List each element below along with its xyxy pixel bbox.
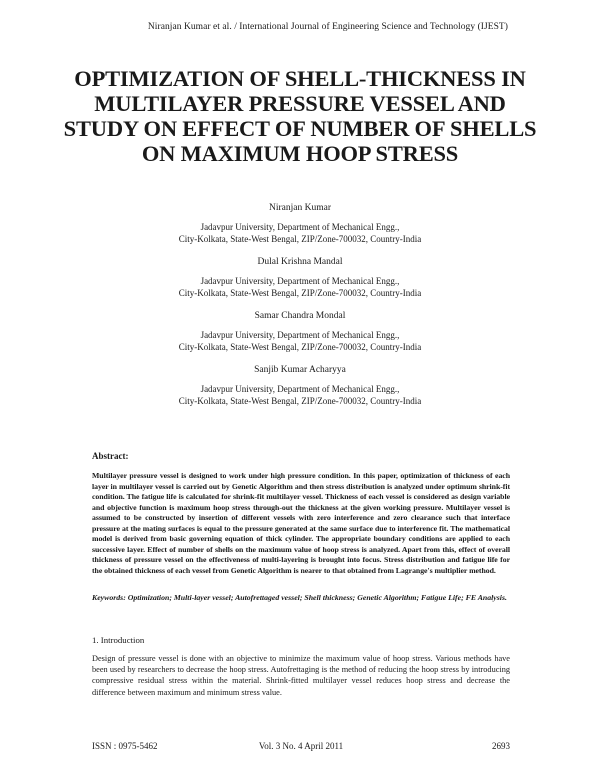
author-name: Dulal Krishna Mandal	[257, 257, 343, 267]
author-affiliation	[0, 222, 600, 245]
affiliation-line-2: City-Kolkata, State-West Bengal, ZIP/Zone-700032, Country-India	[178, 341, 422, 352]
affiliation-line-2: City-Kolkata, State-West Bengal, ZIP/Zone-700032, Country-India	[178, 395, 422, 406]
abstract-heading: Abstract:	[92, 451, 129, 461]
author-block	[0, 310, 600, 364]
author-affiliation	[0, 384, 600, 407]
author-list	[0, 202, 600, 418]
abstract-body: Multilayer pressure vessel is designed to work under high pressure condition. In this paper, optimization of thickness of each layer in multilayer vessel is carried out by Genetic Algorithm and then stress distribution is analyzed under optimum shrink-fit condition. The fatigue life is calculated for shrink-fit multilayer vessel. Thickness of each vessel is considered as design variable and objective function is maximum hoop stress through-out the thickness at the given working pressure. Multilayer vessel is assumed to be constructed by insertion of different vessels with zero interference and zero clearance such that interface pressure at the mating surfaces is equal to the pressure generated at the same surface due to interference fit. The mathematical model is derived from basic governing equation of thick cylinder. The appropriate boundary conditions are applied to each successive layer. Effect of number of shells on the maximum value of hoop stress is analyzed. Apart from this, effect of overall thickness of pressure vessel on the effectiveness of multi-layering is brought into focus. Stress distribution and fatigue life for the obtained thickness of each vessel from Genetic Algorithm is nearer to that obtained from Lagrange's multiplier method.	[92, 471, 510, 575]
footer-issn: ISSN : 0975-5462	[92, 741, 158, 751]
author-name: Samar Chandra Mondal	[254, 311, 346, 321]
running-head: Niranjan Kumar et al. / International Journal of Engineering Science and Technology (IJEST)	[147, 22, 508, 32]
affiliation-line-2: City-Kolkata, State-West Bengal, ZIP/Zone-700032, Country-India	[178, 287, 422, 298]
keywords: Keywords: Optimization; Multi-layer vessel; Autofrettaged vessel; Shell thickness; Genetic Algorithm; Fatigue Life; FE Analysis.	[92, 593, 507, 602]
author-block	[0, 202, 600, 256]
affiliation-line-2: City-Kolkata, State-West Bengal, ZIP/Zone-700032, Country-India	[178, 233, 422, 244]
paper-title: OPTIMIZATION OF SHELL-THICKNESS IN MULTILAYER PRESSURE VESSEL AND STUDY ON EFFECT OF NUMBER OF SHELLS ON MAXIMUM HOOP STRESS	[63, 66, 537, 166]
author-name: Sanjib Kumar Acharyya	[254, 365, 346, 375]
author-block	[0, 256, 600, 310]
affiliation-line-1: Jadavpur University, Department of Mechanical Engg.,	[200, 222, 400, 232]
author-name: Niranjan Kumar	[269, 203, 331, 213]
author-block	[0, 364, 600, 418]
introduction-paragraph: Design of pressure vessel is done with an objective to minimize the maximum value of hoop stress. Various methods have been used by researchers to decrease the hoop stress. Autofrettaging is the method of reducing the hoop stress by introducing compressive residual stress within the material. Shrink-fitted multilayer vessel reduces hoop stress and decrease the difference between maximum and minimum stress value.	[92, 654, 510, 697]
author-affiliation	[0, 276, 600, 299]
affiliation-line-1: Jadavpur University, Department of Mechanical Engg.,	[200, 276, 400, 286]
abstract-section	[92, 451, 510, 576]
footer-volume: Vol. 3 No. 4 April 2011	[258, 741, 344, 751]
affiliation-line-1: Jadavpur University, Department of Mechanical Engg.,	[200, 384, 400, 394]
footer-page-number: 2693	[492, 741, 510, 751]
affiliation-line-1: Jadavpur University, Department of Mechanical Engg.,	[200, 330, 400, 340]
section-heading-introduction: 1. Introduction	[92, 635, 145, 645]
author-affiliation	[0, 330, 600, 353]
